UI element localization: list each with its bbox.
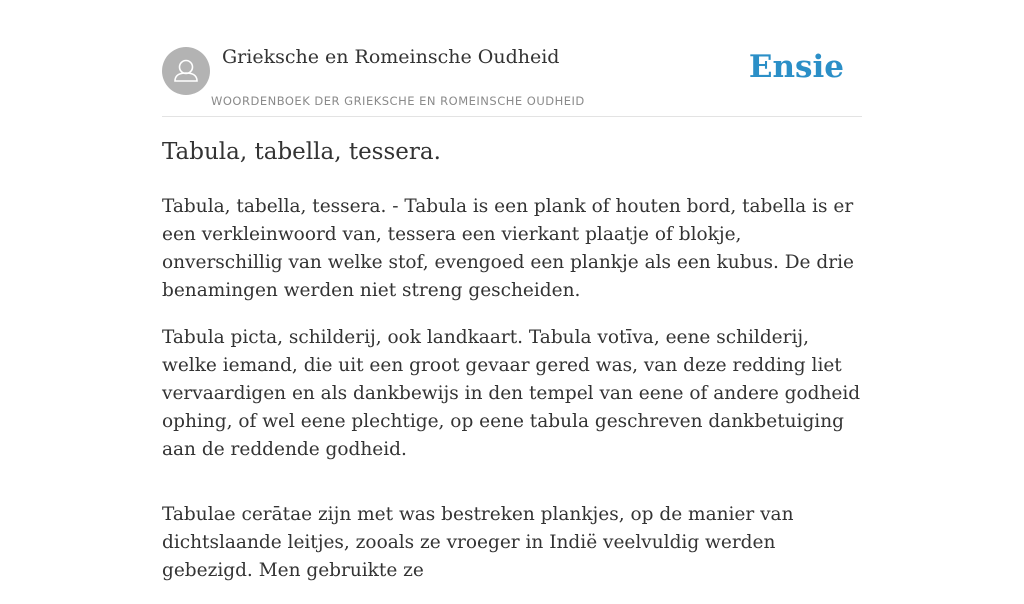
source-subtitle: WOORDENBOEK DER GRIEKSCHE EN ROMEINSCHE OUDHEID <box>211 94 585 108</box>
header <box>162 0 862 117</box>
entry-paragraph: Tabulae cerātae zijn met was bestreken plankjes, op de manier van dichtslaande leitjes, zooals ze vroeger in Indië veelvuldig werden gebezigd. Men gebruikte ze <box>162 504 794 581</box>
ensie-logo[interactable]: Ensie <box>748 49 844 85</box>
entry-body <box>162 193 862 604</box>
entry-paragraph: Tabula, tabella, tessera. - Tabula is een plank of houten bord, tabella is er een verkleinwoord van, tessera een vierkant plaatje of blokje, onverschillig van welke stof, evengoed een plankje als een kubus. De drie benamingen werden niet streng gescheiden. <box>162 196 854 301</box>
source-title-link[interactable]: Grieksche en Romeinsche Oudheid <box>222 46 560 68</box>
page-title: Tabula, tabella, tessera. <box>162 139 441 165</box>
page <box>162 0 862 581</box>
avatar[interactable] <box>162 47 210 95</box>
entry-paragraph: Tabula picta, schilderij, ook landkaart. Tabula votīva, eene schilderij, welke iemand, die uit een groot gevaar gered was, van deze redding liet vervaardigen en als dankbewijs in den tempel van eene of andere godheid ophing, of wel eene plechtige, op eene tabula geschreven dankbetuiging aan de reddende godheid. <box>162 327 861 460</box>
user-silhouette-icon <box>162 47 210 95</box>
